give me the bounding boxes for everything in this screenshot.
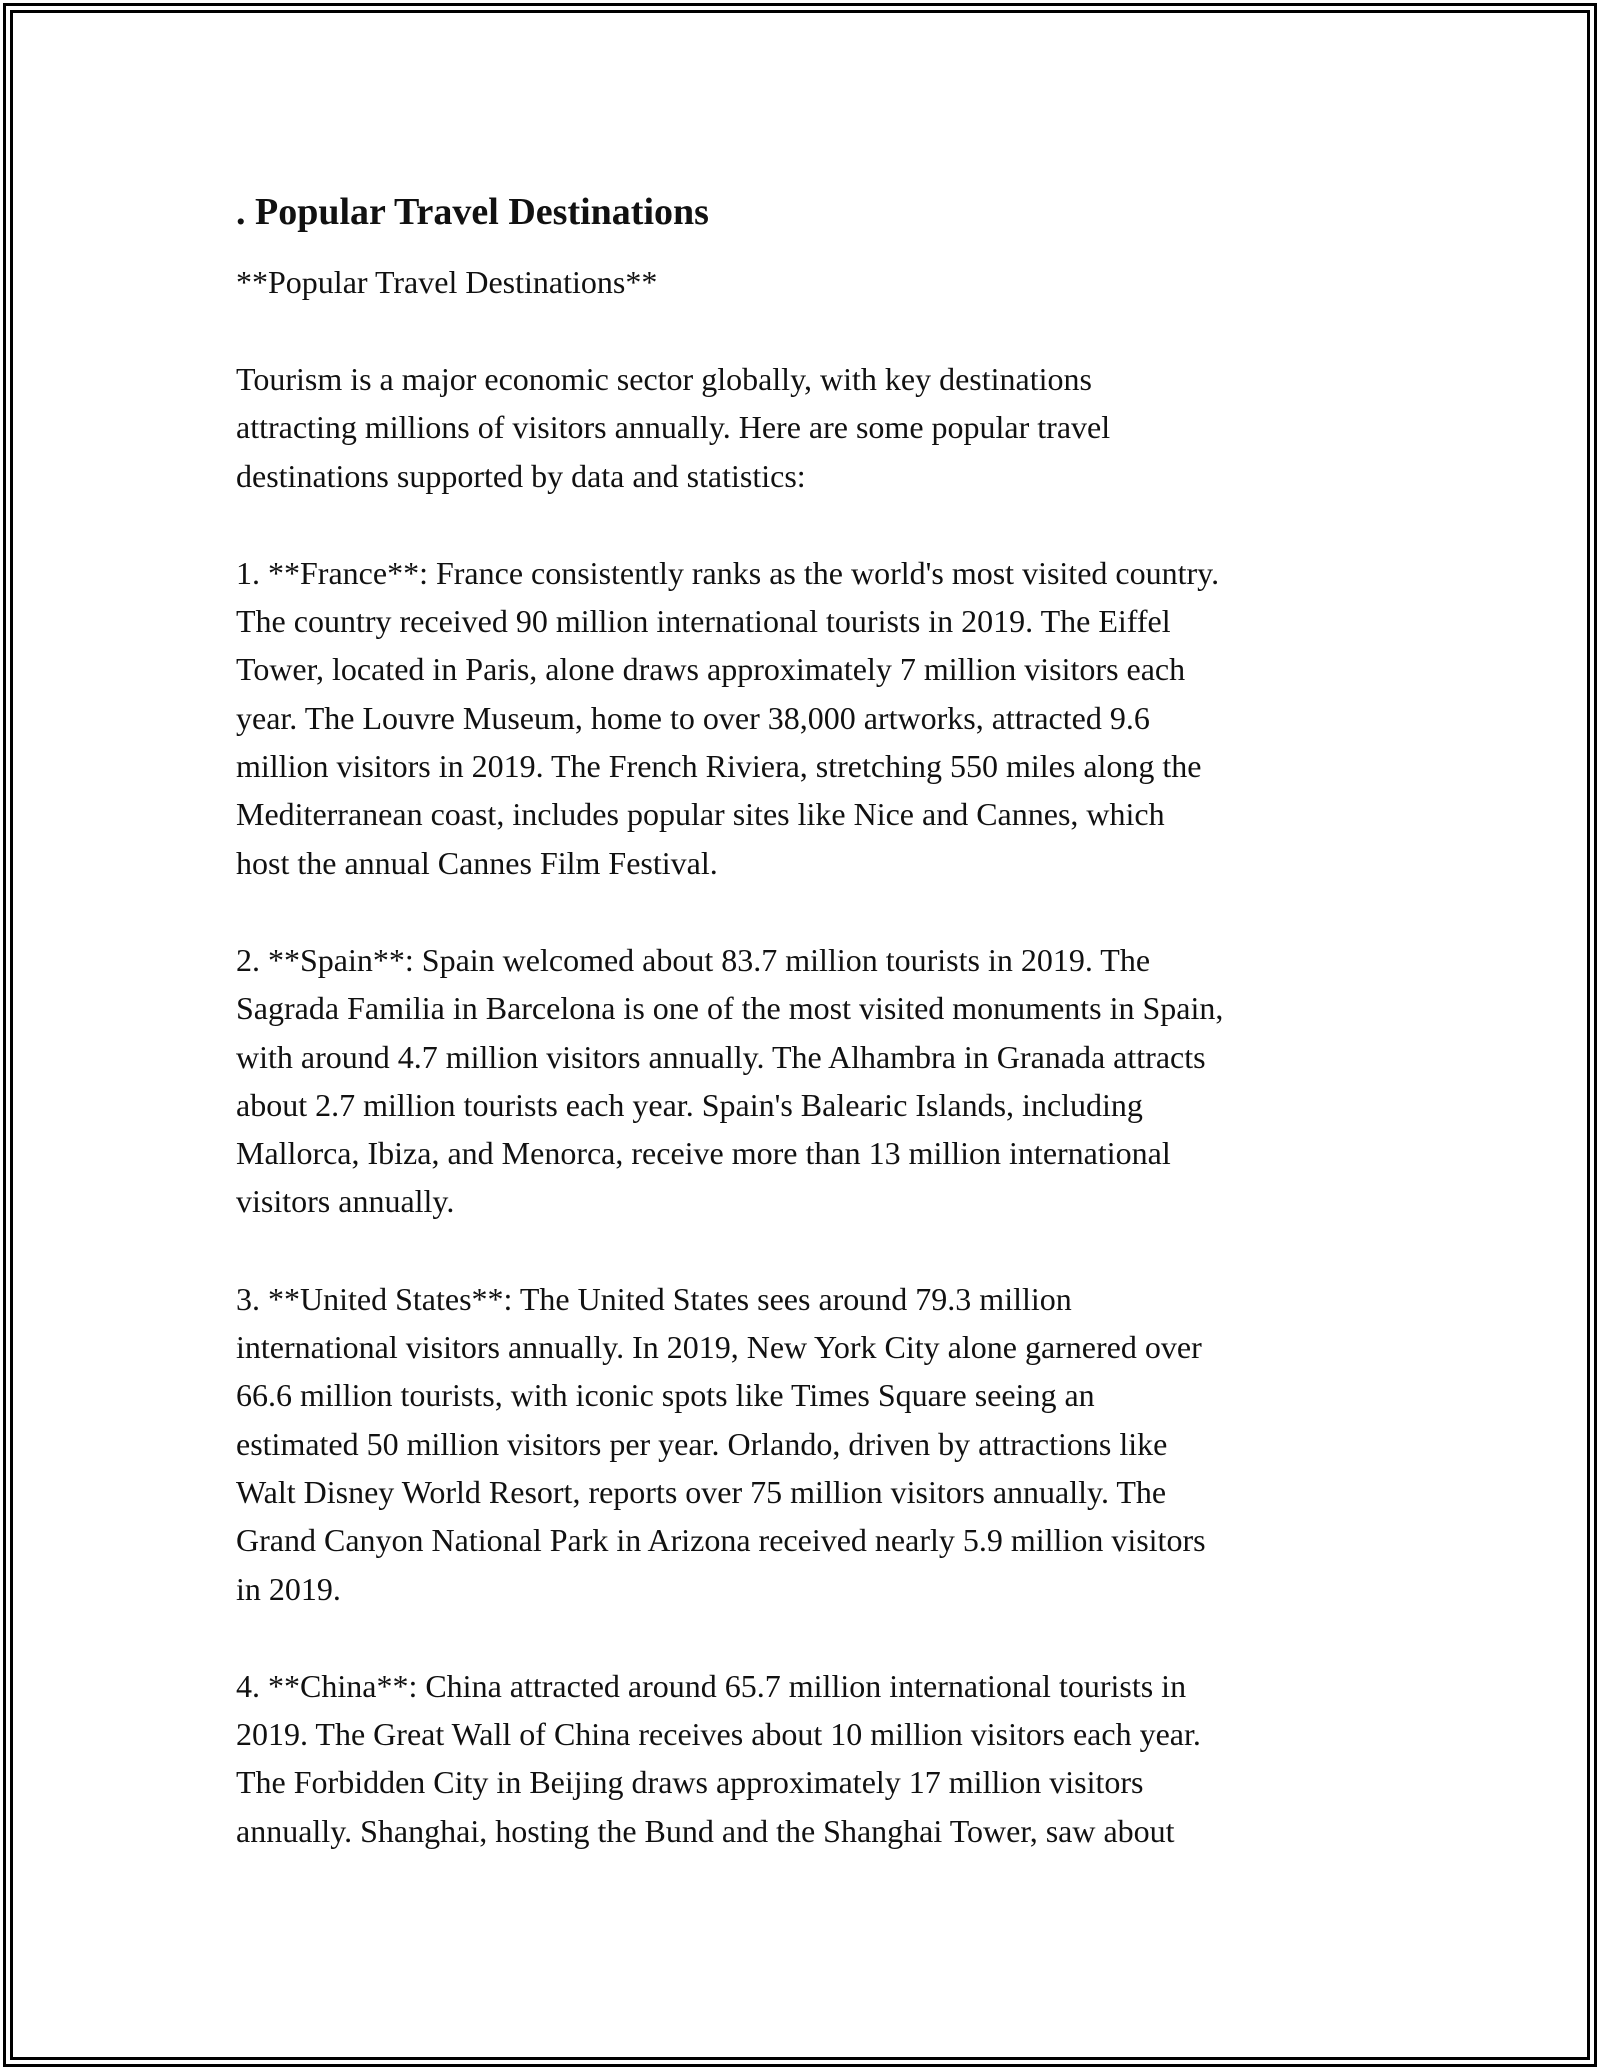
text-line: 2019. The Great Wall of China receives about 10 million visitors each year. (236, 1716, 1201, 1753)
text-line: 2. **Spain**: Spain welcomed about 83.7 million tourists in 2019. The (236, 941, 1151, 978)
text-line: The Forbidden City in Beijing draws approximately 17 million visitors (236, 1764, 1144, 1801)
paragraph-spain (236, 936, 1386, 1226)
paragraph-china (236, 1662, 1386, 1855)
text-line: about 2.7 million tourists each year. Spain's Balearic Islands, including (236, 1086, 1143, 1123)
text-line: Mediterranean coast, includes popular sites like Nice and Cannes, which (236, 796, 1165, 833)
document-subtitle: **Popular Travel Destinations** (236, 264, 658, 300)
paragraph-france (236, 549, 1386, 887)
text-line: 4. **China**: China attracted around 65.7 million international tourists in (236, 1667, 1187, 1704)
text-line: estimated 50 million visitors per year. Orlando, driven by attractions like (236, 1425, 1168, 1462)
text-line: annually. Shanghai, hosting the Bund and the Shanghai Tower, saw about (236, 1812, 1175, 1849)
paragraph-intro (236, 355, 1386, 500)
text-line: 1. **France**: France consistently ranks as the world's most visited country. (236, 554, 1220, 591)
text-line: Mallorca, Ibiza, and Menorca, receive more than 13 million international (236, 1135, 1171, 1172)
text-line: visitors annually. (236, 1183, 455, 1220)
text-line: with around 4.7 million visitors annually. The Alhambra in Granada attracts (236, 1038, 1206, 1075)
text-line: year. The Louvre Museum, home to over 38,000 artworks, attracted 9.6 (236, 699, 1150, 736)
document-body (236, 182, 1386, 1855)
text-line: in 2019. (236, 1570, 341, 1607)
document-title: . Popular Travel Destinations (236, 191, 709, 233)
text-line: The country received 90 million international tourists in 2019. The Eiffel (236, 603, 1171, 640)
text-line: destinations supported by data and statistics: (236, 457, 806, 494)
paragraph-united-states (236, 1275, 1386, 1613)
text-line: host the annual Cannes Film Festival. (236, 844, 718, 881)
text-line: Grand Canyon National Park in Arizona received nearly 5.9 million visitors (236, 1522, 1206, 1559)
text-line: Tourism is a major economic sector globally, with key destinations (236, 361, 1092, 397)
text-line: attracting millions of visitors annually. Here are some popular travel (236, 409, 1111, 446)
text-line: 66.6 million tourists, with iconic spots like Times Square seeing an (236, 1377, 1095, 1414)
text-line: international visitors annually. In 2019, New York City alone garnered over (236, 1329, 1202, 1366)
text-line: Walt Disney World Resort, reports over 75 million visitors annually. The (236, 1473, 1167, 1510)
text-line: 3. **United States**: The United States sees around 79.3 million (236, 1280, 1072, 1317)
text-line: Tower, located in Paris, alone draws approximately 7 million visitors each (236, 651, 1186, 688)
text-line: Sagrada Familia in Barcelona is one of the most visited monuments in Spain, (236, 990, 1224, 1027)
text-line: million visitors in 2019. The French Riviera, stretching 550 miles along the (236, 748, 1202, 785)
